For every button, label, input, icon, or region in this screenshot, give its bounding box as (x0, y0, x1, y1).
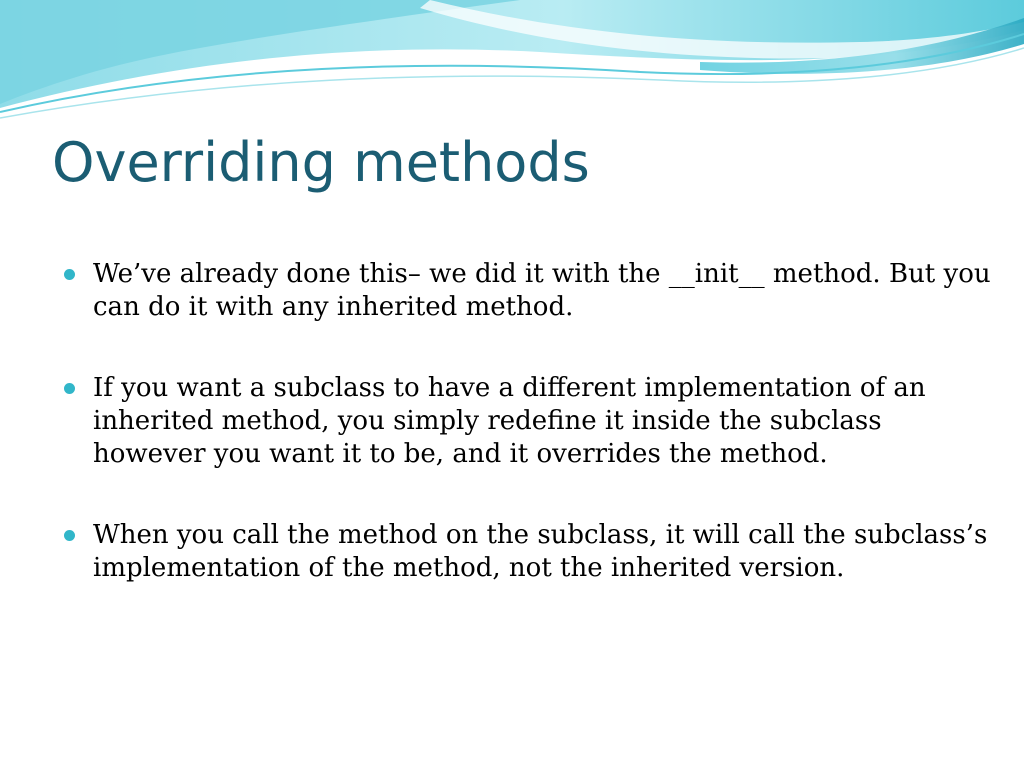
bullet-item (64, 258, 994, 324)
bullet-item (64, 519, 994, 585)
bullet-list (64, 258, 994, 585)
bullet-dot-icon (64, 383, 75, 394)
bullet-dot-icon (64, 530, 75, 541)
bullet-dot-icon (64, 269, 75, 280)
header-wave-decoration (0, 0, 1024, 130)
bullet-text: When you call the method on the subclass, it will call the subclass’s implementation of the method, not the inherited version. (93, 520, 988, 583)
bullet-text: We’ve already done this– we did it with the __init__ method. But you can do it with any inherited method. (93, 259, 991, 322)
slide-title: Overriding methods (52, 131, 590, 194)
bullet-text: If you want a subclass to have a different implementation of an inherited method, you simply redefine it inside the subclass however you want it to be, and it overrides the method. (93, 373, 926, 469)
bullet-item (64, 372, 994, 471)
